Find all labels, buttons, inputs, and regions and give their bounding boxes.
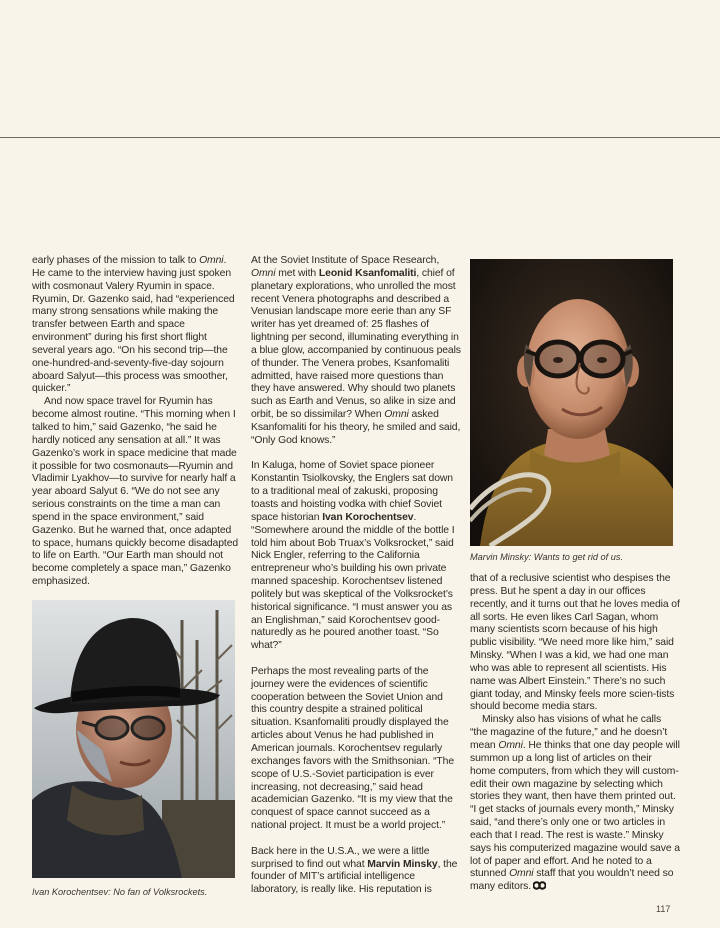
omni-end-mark-icon xyxy=(533,881,546,890)
korochentsev-portrait-illustration xyxy=(32,600,235,878)
header-rule xyxy=(0,137,720,138)
page-number: 117 xyxy=(656,904,671,914)
paragraph: early phases of the mission to talk to Omni. He came to the interview having just spoken with cosmonaut Valery Ryumin in space. Ryumin, Dr. Gazenko said, had “experienced many strong sensations while making the transfer between Earth and space environment” during his first short flight several years ago. “On his second trip—the one-hundred-and-seventy-five-day sojourn aboard Salyut—this process was smoother, quicker.” xyxy=(32,255,235,395)
photo-ivan-korochentsev xyxy=(32,600,235,878)
caption-korochentsev: Ivan Korochentsev: No fan of Volksrockets. xyxy=(32,887,208,897)
column-3 xyxy=(470,573,680,894)
paragraph: And now space travel for Ryumin has become almost routine. “This morning when I talked to him,” said Gazenko, “he said he hardly noticed any sensation at all.” It was Gazenko’s work in space medicine that made it possible for two cosmonauts—Ryumin and Vladimir Lyakhov—to survive for nearly half a year aboard Salyut 6. “We do not see any serious constraints on the time a man can spend in the space environment,” said Gazenko. But he warned that, once adapted to space, humans quickly become disadapted to life on Earth. “Our Earth man should not become completely a space man,” Gazenko emphasized. xyxy=(32,396,239,588)
column-2 xyxy=(251,255,461,897)
paragraph: Back here in the U.S.A., we were a little surprised to find out what Marvin Minsky, the founder of MIT’s artificial intelligence laboratory, is really like. His reputation is xyxy=(251,845,458,896)
paragraph: At the Soviet Institute of Space Research, Omni met with Leonid Ksanfomaliti, chief of planetary explorations, who unrolled the most recent Venera photographs and described a Venusian landscape more eerie than any SF writer has yet dreamed of: 25 flashes of lightning per second, illuminating everything in a blue glow, accompanied by continuous peals of thunder. The Venera probes, Ksanfomaliti admitted, have raised more questions than they have answered. Why should two planets such as Earth and Venus, so alike in size and orbit, be so dissimilar? When Omni asked Ksanfomaliti for his theory, he smiled and said, “Only God knows.” xyxy=(251,255,461,446)
caption-minsky: Marvin Minsky: Wants to get rid of us. xyxy=(470,552,624,562)
paragraph: Perhaps the most revealing parts of the journey were the evidences of scientific cooperation between the Soviet Union and this country despite a strained political situation. Ksanfomaliti proudly displayed the articles about Venus he had published in American journals. Korochentsev regularly exchanges favors with the Smithsonian. “The scope of U.S.-Soviet participation is ever increasing, not decreasing,” said head academician Gazenko. “It is my view that the conquest of space cannot succeed as a national project. It must be a world project.” xyxy=(251,665,455,832)
paragraph: that of a reclusive scientist who despises the press. But he spent a day in our offices recently, and it turns out that he loves media of all sorts. He even likes Carl Sagan, whom many scientists scorn because of his high public visibility. “We need more like him,” said Minsky. “When I was a kid, we had one man who was able to represent all scientists. His name was Albert Einstein.” There’s no such giant today, and Minsky feels more scien-tists should become media stars. xyxy=(470,573,680,713)
paragraph: Minsky also has visions of what he calls “the magazine of the future,” and he doesn’t mean Omni. He thinks that one day people will summon up a long list of articles on their home computers, from which they will custom-edit their own magazine by selecting which stories they want, then have them printed out. “I get stacks of journals every month,” Minsky said, “and there’s only one or two articles in each that I read. The rest is waste.” Minsky says his computerized magazine would save a lot of paper and effort. And he noted to a stunned Omni staff that you wouldn’t need so many editors. xyxy=(470,714,680,893)
minsky-portrait-illustration xyxy=(470,259,673,546)
column-1 xyxy=(32,255,242,589)
paragraph: In Kaluga, home of Soviet space pioneer Konstantin Tsiolkovsky, the Englers sat down to a traditional meal of zakuski, proposing toasts and hoisting vodka with chief Soviet space historian Ivan Korochentsev. “Somewhere around the middle of the bottle I told him about Bob Truax’s Volksrocket,” said Nick Engler, referring to the California entrepreneur who’s building his own private manned spaceship. Korochentsev listened politely but was skeptical of the Volksrocket’s historical significance. “I must answer you as an Englishman,” said Korochentsev good-naturedly as he poured another toast. “So what?” xyxy=(251,460,455,652)
photo-marvin-minsky xyxy=(470,259,673,546)
